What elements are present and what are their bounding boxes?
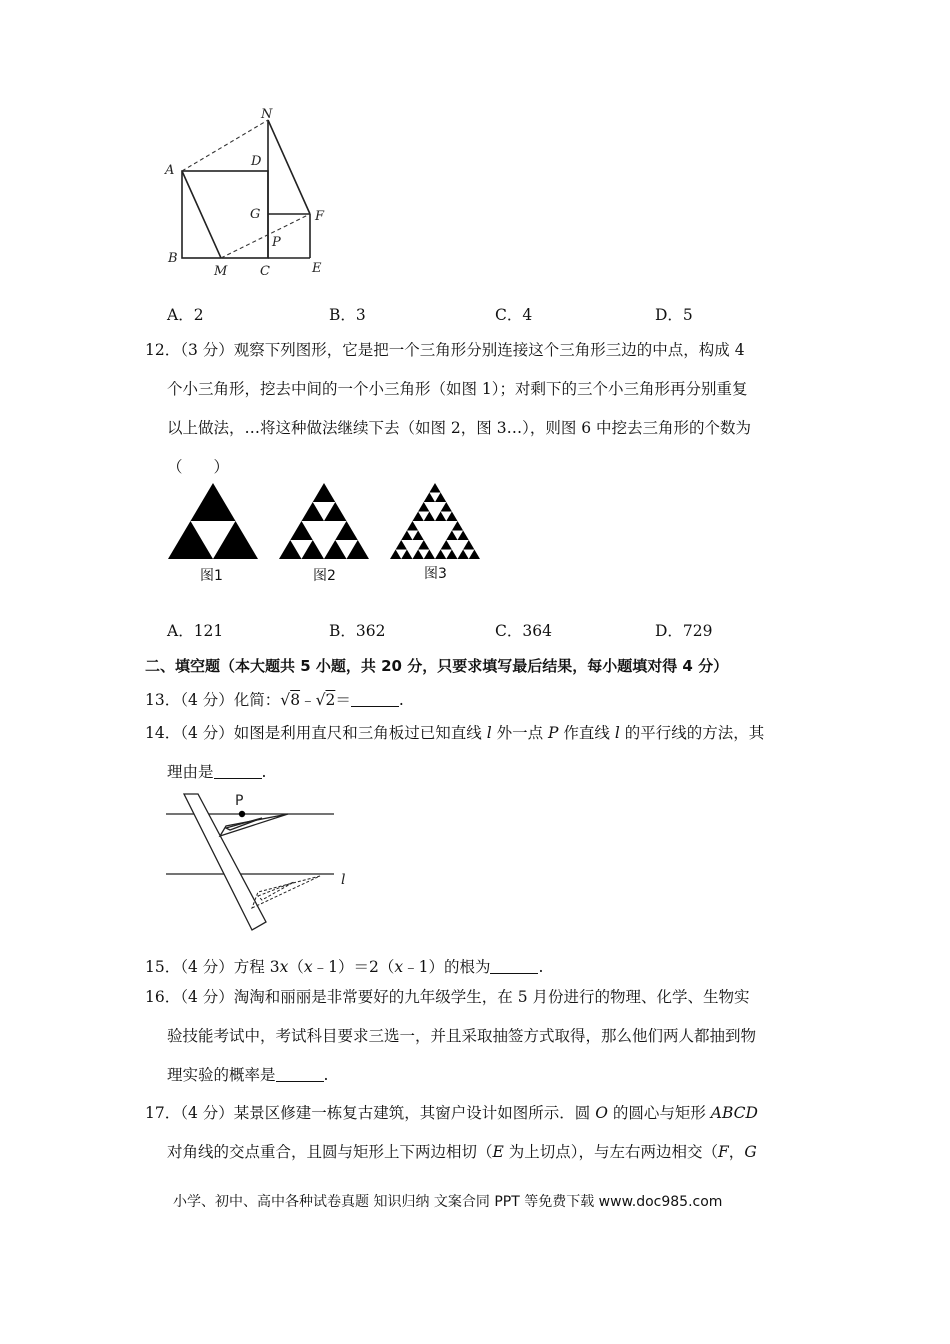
- question-13: 13．（4 分）化简：√8﹣√2＝ .: [145, 691, 404, 709]
- q13-text: 化简：: [233, 691, 281, 709]
- option-b[interactable]: B．3: [329, 306, 366, 324]
- q11-geometry-figure: [160, 107, 340, 280]
- q12-line4: （ ）: [167, 458, 230, 476]
- q14-ruler-triangle-figure: [164, 790, 364, 930]
- option-d[interactable]: D．5: [655, 306, 693, 324]
- figure-2-caption: 图2: [313, 568, 336, 584]
- q12-score: （3 分）: [180, 341, 234, 359]
- label-D: D: [251, 154, 262, 169]
- label-C: C: [260, 264, 270, 279]
- page-footer: 小学、初中、高中各种试卷真题 知识归纳 文案合同 PPT 等免费下载 www.doc985.com: [173, 1194, 723, 1210]
- q12-line3: 以上做法，…将这种做法继续下去（如图 2，图 3…），则图 6 中挖去三角形的个数为: [167, 419, 752, 437]
- label-A: A: [165, 163, 175, 178]
- option-b[interactable]: B．362: [329, 622, 386, 640]
- q12-number: 12．: [145, 341, 181, 359]
- option-a[interactable]: A．2: [167, 306, 204, 324]
- question-16: 16．（4 分）淘淘和丽丽是非常要好的九年级学生，在 5 月份进行的物理、化学、生物实 验技能考试中，考试科目要求三选一，并且采取抽签方式取得，那么他们两人都抽到物 理实验的概率是 .: [145, 988, 757, 1084]
- option-c[interactable]: C．364: [495, 622, 552, 640]
- label-P: P: [235, 793, 244, 809]
- sierpinski-figure-3: [388, 481, 482, 561]
- label-M: M: [214, 264, 228, 279]
- label-N: N: [261, 107, 273, 122]
- section-2-title: 二、填空题（本大题共 5 小题，共 20 分，只要求填写最后结果，每小题填对得 4 分）: [145, 657, 729, 675]
- question-17: 17．（4 分）某景区修建一栋复古建筑，其窗户设计如图所示．圆 O 的圆心与矩形 ABCD 对角线的交点重合，且圆与矩形上下两边相切（E 为上切点），与左右两边相交（F，G: [145, 1104, 758, 1161]
- q16-answer-blank[interactable]: [276, 1065, 324, 1082]
- option-c[interactable]: C．4: [495, 306, 533, 324]
- label-P: P: [272, 235, 281, 250]
- option-a[interactable]: A．121: [167, 622, 224, 640]
- question-12: [145, 331, 810, 487]
- sqrt-8: √8: [280, 691, 301, 709]
- q13-answer-blank[interactable]: [351, 690, 399, 707]
- figure-3-caption: 图3: [424, 566, 447, 582]
- q14-answer-blank[interactable]: [214, 762, 262, 779]
- q15-answer-blank[interactable]: [490, 957, 538, 974]
- sierpinski-figure-2: [277, 481, 371, 561]
- label-B: B: [168, 251, 178, 266]
- label-l: l: [341, 872, 346, 888]
- figure-1-caption: 图1: [200, 568, 223, 584]
- label-E: E: [312, 261, 322, 276]
- sqrt-2: √2: [315, 691, 336, 709]
- question-15: 15．（4 分）方程 3x（x﹣1）＝2（x﹣1）的根为 .: [145, 958, 544, 976]
- question-14: 14．（4 分）如图是利用直尺和三角板过已知直线 l 外一点 P 作直线 l 的平行线的方法，其 理由是 .: [145, 724, 765, 781]
- label-G: G: [250, 207, 261, 222]
- q13-number: 13．: [145, 691, 181, 709]
- q12-line1: 观察下列图形，它是把一个三角形分别连接这个三角形三边的中点，构成 4: [233, 341, 745, 359]
- q13-score: （4 分）: [180, 691, 234, 709]
- q12-line2: 个小三角形，挖去中间的一个小三角形（如图 1）；对剩下的三个小三角形再分别重复: [167, 380, 748, 398]
- label-F: F: [315, 209, 325, 224]
- sierpinski-figure-1: [166, 481, 260, 561]
- option-d[interactable]: D．729: [655, 622, 713, 640]
